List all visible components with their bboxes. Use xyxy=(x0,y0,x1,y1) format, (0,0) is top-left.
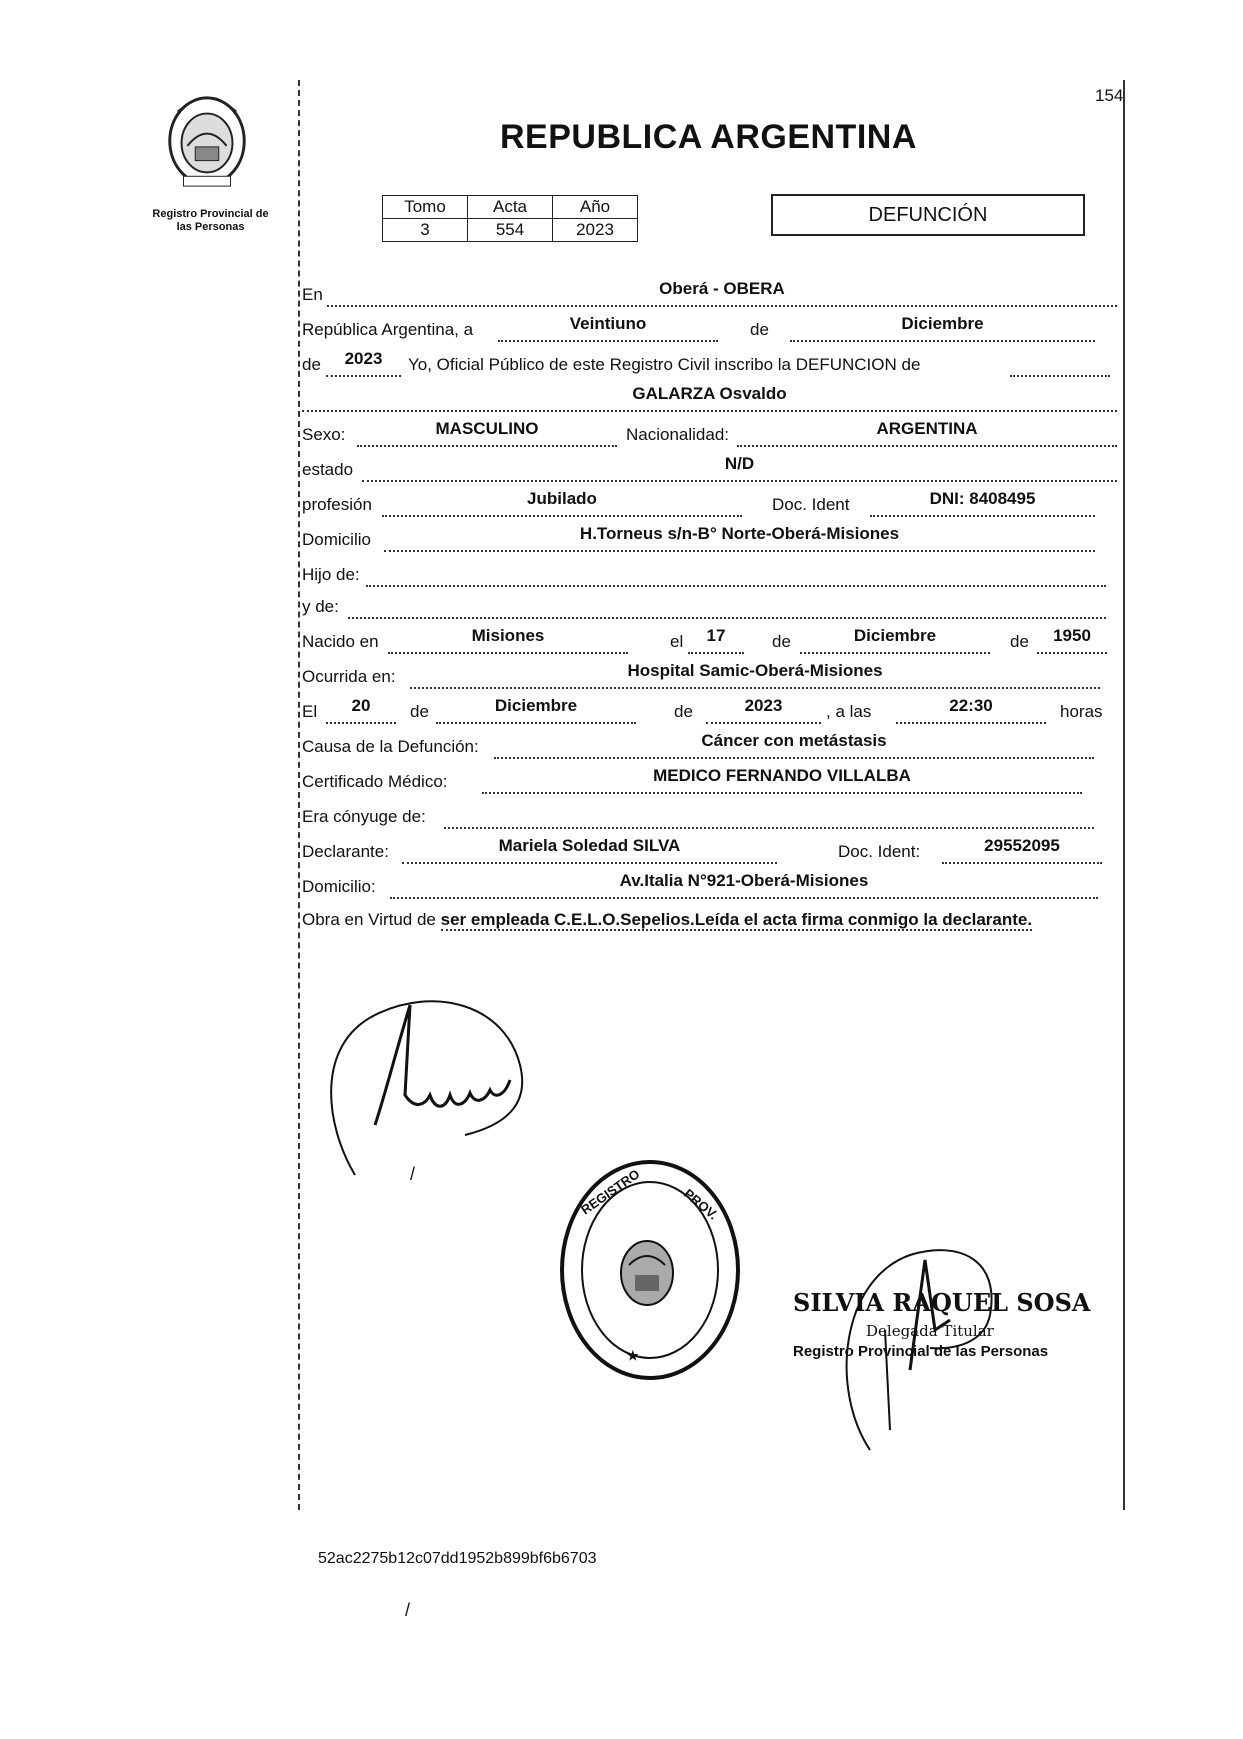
en-field: Oberá - OBERA xyxy=(327,279,1117,307)
officer-text: Yo, Oficial Público de este Registro Civil inscribo la DEFUNCION de xyxy=(408,355,921,374)
obra-label: Obra en Virtud de xyxy=(302,910,436,929)
svg-text:★: ★ xyxy=(627,1348,639,1363)
sexo-field: MASCULINO xyxy=(357,419,617,447)
de-label: de xyxy=(1010,632,1029,651)
officer-blank-field xyxy=(1010,349,1110,377)
official-stamp-icon xyxy=(555,1155,745,1385)
tomo-acta-ano-table xyxy=(382,195,638,242)
registro-line-2: las Personas xyxy=(176,221,245,233)
estado-field: N/D xyxy=(362,454,1117,482)
alas-label: , a las xyxy=(826,702,872,721)
doc-ident-label: Doc. Ident xyxy=(772,495,850,514)
registro-line-1: Registro Provincial de xyxy=(152,208,269,220)
certificado-field: MEDICO FERNANDO VILLALBA xyxy=(482,766,1082,794)
de-label: de xyxy=(772,632,791,651)
en-label: En xyxy=(302,285,323,304)
obra-en-virtud xyxy=(302,906,1117,934)
registro-caption xyxy=(138,208,283,234)
table-cell: 3 xyxy=(383,219,468,242)
domicilio-field: Av.Italia N°921-Oberá-Misiones xyxy=(390,871,1098,899)
table-header: Tomo xyxy=(383,196,468,219)
horas-label: horas xyxy=(1060,702,1103,721)
estado-label: estado xyxy=(302,460,354,479)
profesion-label: profesión xyxy=(302,495,372,514)
nacionalidad-field: ARGENTINA xyxy=(737,419,1117,447)
document-hash: 52ac2275b12c07dd1952b899bf6b6703 xyxy=(318,1550,597,1567)
republica-label: República Argentina, a xyxy=(302,320,474,339)
el-label: el xyxy=(670,632,684,651)
doc-ident-field: DNI: 8408495 xyxy=(870,489,1095,517)
de-label: de xyxy=(750,320,769,339)
causa-label: Causa de la Defunción: xyxy=(302,737,479,756)
declarante-field: Mariela Soledad SILVA xyxy=(402,836,777,864)
yde-field xyxy=(348,591,1106,619)
conyuge-label: Era cónyuge de: xyxy=(302,807,426,826)
hijo-field xyxy=(366,559,1106,587)
conyuge-field xyxy=(444,801,1094,829)
day-word-field: Veintiuno xyxy=(498,314,718,342)
ocurrida-field: Hospital Samic-Oberá-Misiones xyxy=(410,661,1100,689)
right-margin-line xyxy=(1123,80,1125,1510)
hijo-label: Hijo de: xyxy=(302,565,360,584)
signature-officer-icon xyxy=(790,1220,1090,1460)
de-label: de xyxy=(302,355,321,374)
birth-year-field: 1950 xyxy=(1037,626,1107,654)
svg-text:/: / xyxy=(410,1164,416,1184)
svg-text:REGISTRO: REGISTRO xyxy=(578,1166,643,1218)
profesion-field: Jubilado xyxy=(382,489,742,517)
nacido-label: Nacido en xyxy=(302,632,379,651)
deceased-name-field: GALARZA Osvaldo xyxy=(302,384,1117,412)
table-cell: 554 xyxy=(468,219,553,242)
death-month-field: Diciembre xyxy=(436,696,636,724)
obra-field: ser empleada C.E.L.O.Sepelios.Leída el acta firma conmigo la declarante. xyxy=(440,910,1033,929)
doc-ident-field: 29552095 xyxy=(942,836,1102,864)
domicilio-field: H.Torneus s/n-B° Norte-Oberá-Misiones xyxy=(384,524,1095,552)
page-title: REPUBLICA ARGENTINA xyxy=(500,118,917,156)
nacionalidad-label: Nacionalidad: xyxy=(626,425,730,444)
de-label: de xyxy=(674,702,693,721)
death-day-field: 20 xyxy=(326,696,396,724)
document-type-box: DEFUNCIÓN xyxy=(771,194,1085,236)
certificado-label: Certificado Médico: xyxy=(302,772,448,791)
sexo-label: Sexo: xyxy=(302,425,346,444)
signature-declarante-icon xyxy=(315,975,555,1195)
nacido-field: Misiones xyxy=(388,626,628,654)
el-label: El xyxy=(302,702,318,721)
tick-mark: / xyxy=(405,1600,411,1620)
declarante-label: Declarante: xyxy=(302,842,389,861)
de-label: de xyxy=(410,702,429,721)
officer-office: Registro Provincial de las Personas xyxy=(793,1343,1049,1360)
ocurrida-label: Ocurrida en: xyxy=(302,667,396,686)
domicilio-label: Domicilio xyxy=(302,530,371,549)
death-time-field: 22:30 xyxy=(896,696,1046,724)
provincial-emblem-icon xyxy=(158,92,256,190)
table-cell: 2023 xyxy=(553,219,638,242)
page-number: 154 xyxy=(1095,86,1124,105)
death-year-field: 2023 xyxy=(706,696,821,724)
yde-label: y de: xyxy=(302,597,339,616)
table-header: Año xyxy=(553,196,638,219)
year-field: 2023 xyxy=(326,349,401,377)
table-header: Acta xyxy=(468,196,553,219)
officer-name: SILVIA RAQUEL SOSA xyxy=(793,1288,1091,1317)
officer-role: Delegada Titular xyxy=(866,1322,994,1340)
causa-field: Cáncer con metástasis xyxy=(494,731,1094,759)
birth-day-field: 17 xyxy=(688,626,744,654)
month-word-field: Diciembre xyxy=(790,314,1095,342)
doc-ident-label: Doc. Ident: xyxy=(838,842,921,861)
domicilio-label: Domicilio: xyxy=(302,877,376,896)
svg-text:PROV.: PROV. xyxy=(681,1185,721,1223)
left-margin-line xyxy=(298,80,300,1510)
birth-month-field: Diciembre xyxy=(800,626,990,654)
